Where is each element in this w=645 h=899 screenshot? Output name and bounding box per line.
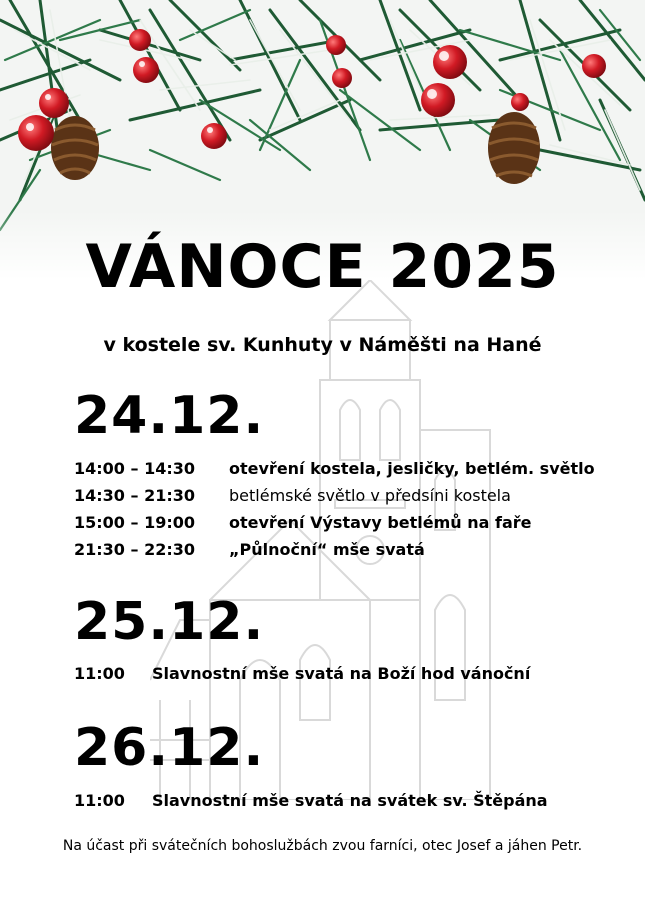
event-time: 11:00 [74, 664, 125, 683]
event-time: 21:30 – 22:30 [74, 540, 195, 559]
date-heading-25-12: 25.12. [74, 592, 265, 652]
event-time: 15:00 – 19:00 [74, 513, 195, 532]
event-description: Slavnostní mše svatá na Boží hod vánoční [152, 664, 531, 683]
page-subtitle: v kostele sv. Kunhuty v Náměšti na Hané [103, 334, 542, 356]
date-heading-26-12: 26.12. [74, 718, 265, 778]
event-row [74, 459, 595, 478]
event-time: 14:30 – 21:30 [74, 486, 195, 505]
page-title: VÁNOCE 2025 [85, 232, 560, 302]
date-heading-24-12: 24.12. [74, 386, 265, 446]
event-description: otevření kostela, jesličky, betlém. světlo [229, 459, 595, 478]
event-description: otevření Výstavy betlémů na faře [229, 513, 532, 532]
event-time: 14:00 – 14:30 [74, 459, 195, 478]
event-row [74, 513, 532, 532]
event-time: 11:00 [74, 791, 125, 810]
event-description: „Půlnoční“ mše svatá [229, 540, 425, 559]
footer-invitation: Na účast při svátečních bohoslužbách zvou farníci, otec Josef a jáhen Petr. [62, 838, 583, 854]
event-row [74, 540, 425, 559]
event-row [74, 486, 511, 505]
event-row [74, 791, 548, 810]
event-row [74, 664, 531, 683]
event-description: betlémské světlo v předsíni kostela [229, 486, 511, 505]
event-description: Slavnostní mše svatá na svátek sv. Štěpána [152, 791, 548, 810]
